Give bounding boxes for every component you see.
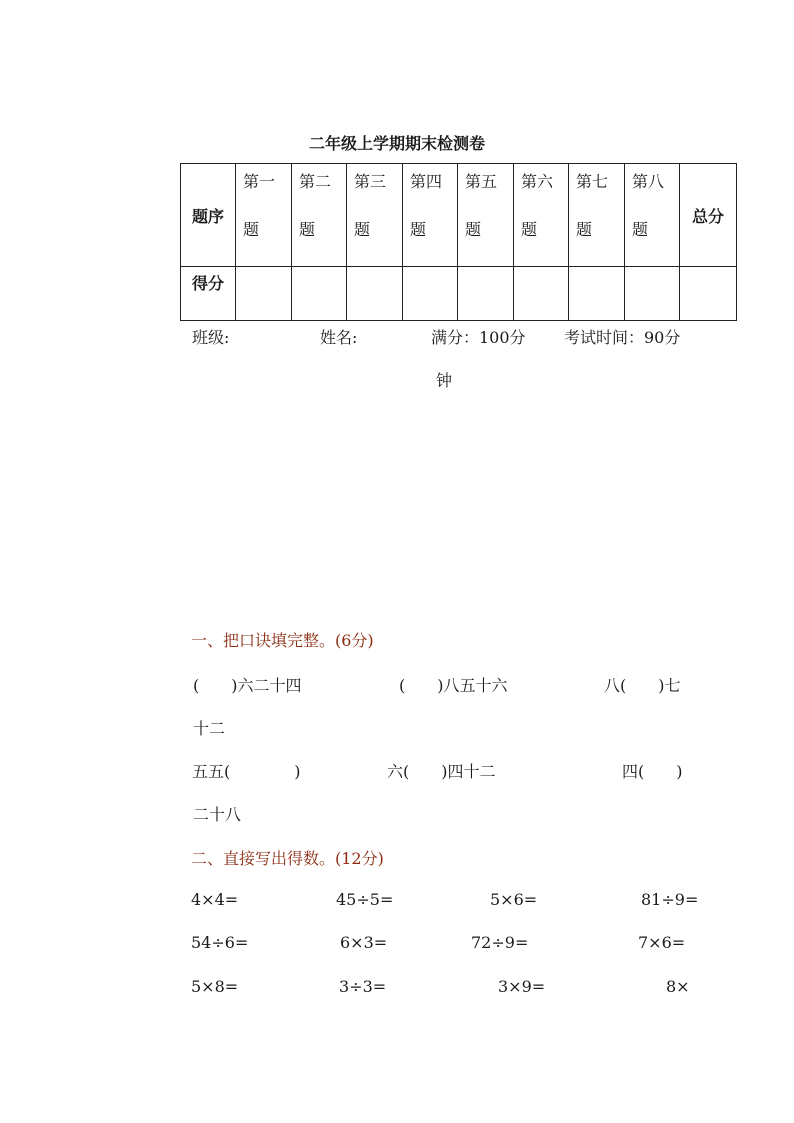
score-cell[interactable]: [403, 267, 458, 321]
question-header: 第六 题: [514, 164, 569, 267]
arithmetic-item: 5×8=: [191, 977, 239, 996]
score-row: [181, 267, 737, 321]
score-cell[interactable]: [569, 267, 625, 321]
arithmetic-item: 45÷5=: [336, 890, 394, 909]
class-label: 班级:: [192, 328, 230, 347]
score-cell[interactable]: [236, 267, 292, 321]
total-score-cell[interactable]: [680, 267, 737, 321]
arithmetic-item: 81÷9=: [641, 890, 699, 909]
full-score-label: 满分：100分: [431, 328, 526, 347]
arithmetic-item: 54÷6=: [191, 933, 249, 952]
score-cell[interactable]: [347, 267, 403, 321]
section-heading-1: 一、把口诀填完整。(6分): [191, 631, 374, 650]
exam-time-label: 考试时间：90分: [564, 328, 681, 347]
section-heading-2: 二、直接写出得数。(12分): [191, 849, 384, 868]
row-label-question: 题序: [181, 164, 236, 267]
fill-in-item: ( )六二十四: [193, 676, 302, 695]
arithmetic-item: 4×4=: [191, 890, 239, 909]
question-header: 第八 题: [625, 164, 680, 267]
score-cell[interactable]: [458, 267, 514, 321]
arithmetic-item: 72÷9=: [471, 933, 529, 952]
question-header: 第五 题: [458, 164, 514, 267]
score-cell[interactable]: [625, 267, 680, 321]
arithmetic-item: 8×: [666, 977, 690, 996]
question-header: 第三 题: [347, 164, 403, 267]
question-header: 第二 题: [292, 164, 347, 267]
exam-time-continuation: 钟: [436, 371, 453, 390]
fill-in-item: 五五( ): [192, 762, 301, 781]
fill-in-item: 八( )七: [604, 676, 681, 695]
name-label: 姓名:: [320, 328, 358, 347]
page-title: 二年级上学期期末检测卷: [308, 134, 485, 153]
total-score-header: 总分: [680, 164, 737, 267]
arithmetic-item: 7×6=: [638, 933, 686, 952]
question-header: 第七 题: [569, 164, 625, 267]
arithmetic-item: 6×3=: [340, 933, 388, 952]
fill-in-item: 四( ): [622, 762, 683, 781]
score-cell[interactable]: [514, 267, 569, 321]
arithmetic-item: 3×9=: [498, 977, 546, 996]
arithmetic-item: 5×6=: [490, 890, 538, 909]
fill-in-item: 二十八: [193, 805, 242, 824]
score-table: [180, 163, 737, 321]
question-header: 第四 题: [403, 164, 458, 267]
row-label-score: 得分: [181, 267, 236, 321]
fill-in-item: 十二: [193, 719, 226, 738]
fill-in-item: ( )八五十六: [399, 676, 508, 695]
arithmetic-item: 3÷3=: [339, 977, 387, 996]
score-cell[interactable]: [292, 267, 347, 321]
fill-in-item: 六( )四十二: [387, 762, 496, 781]
question-number-row: [181, 164, 737, 267]
question-header: 第一 题: [236, 164, 292, 267]
